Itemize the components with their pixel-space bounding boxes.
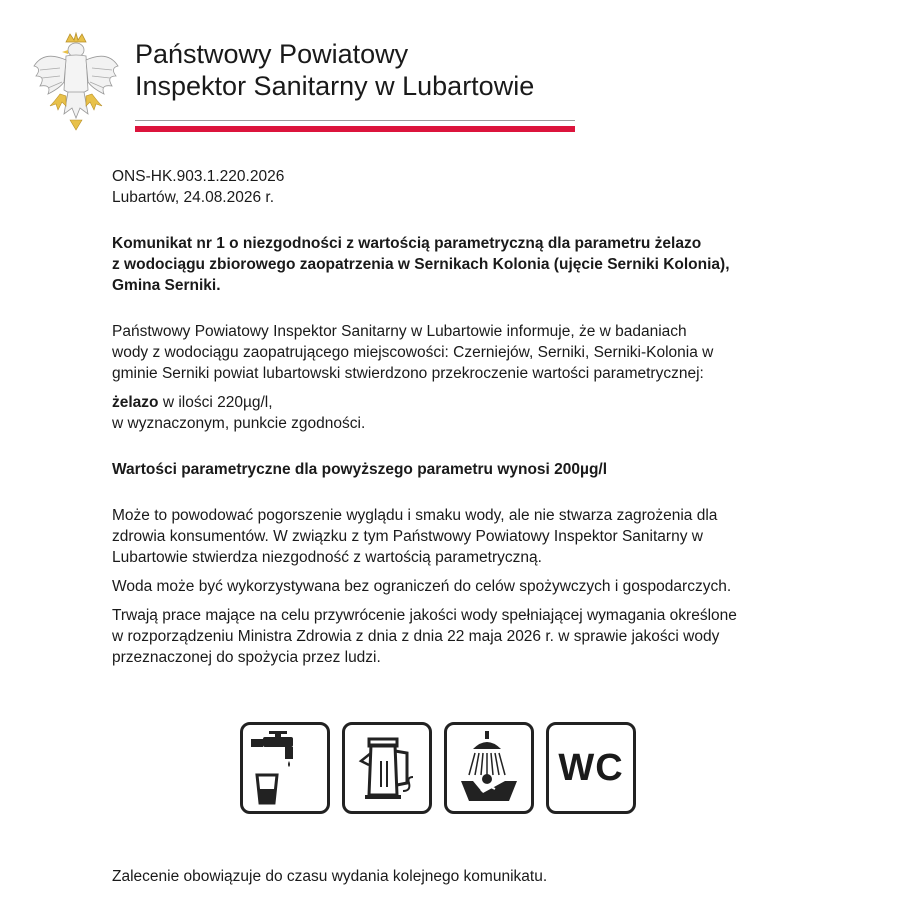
- institution-title: [135, 38, 534, 102]
- works-line3: przeznaczonej do spożycia przez ludzi.: [112, 649, 381, 666]
- works-line2: w rozporządzeniu Ministra Zdrowia z dnia z dnia 22 maja 2026 r. w sprawie jakości wody: [112, 628, 720, 645]
- header-divider: [135, 120, 575, 121]
- parameter-line: [112, 392, 792, 413]
- document-place-date: Lubartów, 24.08.2026 r.: [112, 189, 275, 206]
- institution-title-line2: Inspektor Sanitarny w Lubartowie: [135, 71, 535, 101]
- institution-title-line1: Państwowy Powiatowy: [135, 39, 409, 69]
- usage-statement: Woda może być wykorzystywana bez ograniczeń do celów spożywczych i gospodarczych.: [112, 578, 732, 595]
- document-reference: ONS-HK.903.1.220.2026: [112, 168, 285, 185]
- document-body: [112, 166, 792, 668]
- heading-line1: Komunikat nr 1 o niezgodności z wartością parametryczną dla parametru żelazo: [112, 235, 702, 252]
- parameter-value: w ilości 220µg/l,: [158, 394, 273, 411]
- wc-label: WC: [558, 746, 624, 789]
- kettle-icon: [342, 722, 432, 814]
- parameter-name: żelazo: [112, 394, 159, 411]
- effect-line1: Może to powodować pogorszenie wyglądu i smaku wody, ale nie stwarza zagrożenia dla: [112, 507, 718, 524]
- effect-line2: zdrowia konsumentów. W związku z tym Państwowy Powiatowy Inspektor Sanitarny w: [112, 528, 703, 545]
- wc-icon: [546, 722, 636, 814]
- header-accent-bar: [135, 126, 575, 132]
- effect-line3: Lubartowie stwierdza niezgodność z wartością parametryczną.: [112, 549, 542, 566]
- heading-line3: Gmina Serniki.: [112, 277, 221, 294]
- intro-line3: gminie Serniki powiat lubartowski stwierdzono przekroczenie wartości parametrycznej:: [112, 365, 704, 382]
- works-line1: Trwają prace mające na celu przywrócenie jakości wody spełniającej wymagania określone: [112, 607, 737, 624]
- polish-eagle-emblem-icon: [30, 32, 122, 132]
- shower-bath-icon: [444, 722, 534, 814]
- drinking-water-tap-icon: [240, 722, 330, 814]
- intro-line1: Państwowy Powiatowy Inspektor Sanitarny w Lubartowie informuje, że w badaniach: [112, 323, 687, 340]
- parameter-location: w wyznaczonym, punkcie zgodności.: [112, 415, 366, 432]
- footer-note: Zalecenie obowiązuje do czasu wydania kolejnego komunikatu.: [112, 868, 548, 885]
- intro-line2: wody z wodociągu zaopatrującego miejscowości: Czerniejów, Serniki, Serniki-Kolonia w: [112, 344, 714, 361]
- parametric-value: Wartości parametryczne dla powyższego parametru wynosi 200µg/l: [112, 461, 608, 478]
- heading-line2: z wodociągu zbiorowego zaopatrzenia w Sernikach Kolonia (ujęcie Serniki Kolonia),: [112, 256, 730, 273]
- usage-icons-row: [240, 722, 636, 814]
